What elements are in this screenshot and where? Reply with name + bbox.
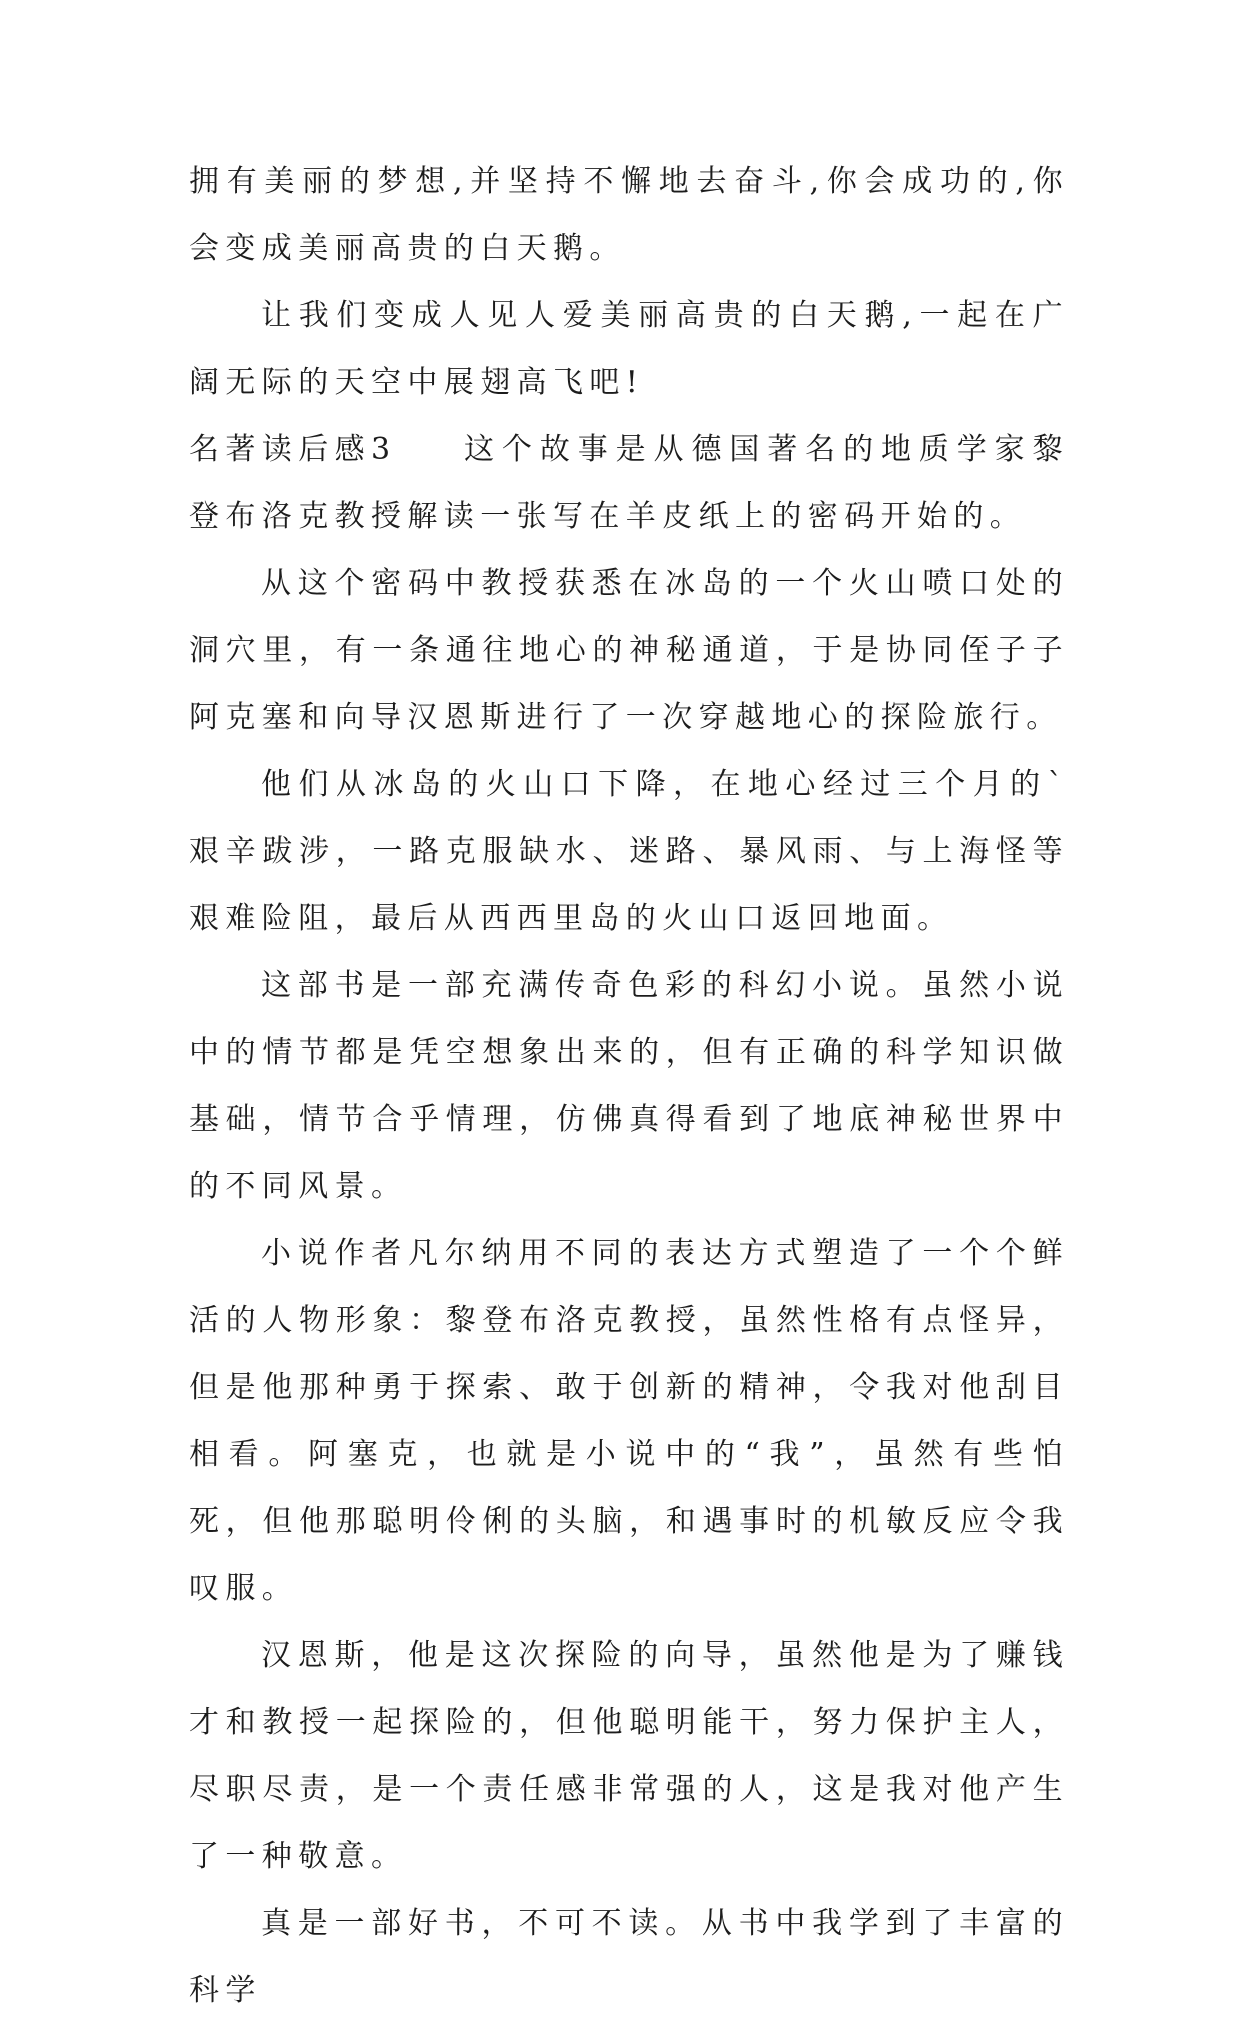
paragraph-sci-fi: 这部书是一部充满传奇色彩的科幻小说。虽然小说中的情节都是凭空想象出来的，但有正确的科学知识做基础，情节合乎情理，仿佛真得看到了地底神秘世界中的不同风景。	[189, 968, 1069, 1204]
paragraph-dream: 拥有美丽的梦想,并坚持不懈地去奋斗,你会成功的,你会变成美丽高贵的白天鹅。	[189, 164, 1069, 266]
paragraph-characters: 小说作者凡尔纳用不同的表达方式塑造了一个个鲜活的人物形象：黎登布洛克教授，虽然性格有点怪异，但是他那种勇于探索、敢于创新的精神，令我对他刮目相看。阿塞克，也就是小说中的“我”，虽然有些怕死，但他那聪明伶俐的头脑，和遇事时的机敏反应令我叹服。	[189, 1236, 1069, 1606]
section-first-paragraph: 这个故事是从德国著名的地质学家黎登布洛克教授解读一张写在羊皮纸上的密码开始的。	[189, 432, 1069, 534]
body-text	[189, 148, 1069, 2024]
paragraph-journey: 他们从冰岛的火山口下降，在地心经过三个月的`艰辛跋涉，一路克服缺水、迷路、暴风雨、与上海怪等艰难险阻，最后从西西里岛的火山口返回地面。	[189, 767, 1069, 936]
paragraph-hans: 汉恩斯，他是这次探险的向导，虽然他是为了赚钱才和教授一起探险的，但他聪明能干，努力保护主人，尽职尽责，是一个责任感非常强的人，这是我对他产生了一种敬意。	[189, 1638, 1069, 1874]
paragraph-swan-fly: 让我们变成人见人爱美丽高贵的白天鹅,一起在广阔无际的天空中展翅高飞吧!	[189, 298, 1069, 400]
paragraph-conclusion: 真是一部好书，不可不读。从书中我学到了丰富的科学	[189, 1906, 1069, 2008]
section-heading-line	[189, 416, 1069, 550]
section-title: 名著读后感3	[189, 432, 397, 467]
paragraph-code-discovery: 从这个密码中教授获悉在冰岛的一个火山喷口处的洞穴里，有一条通往地心的神秘通道，于是协同侄子子阿克塞和向导汉恩斯进行了一次穿越地心的探险旅行。	[189, 566, 1069, 735]
